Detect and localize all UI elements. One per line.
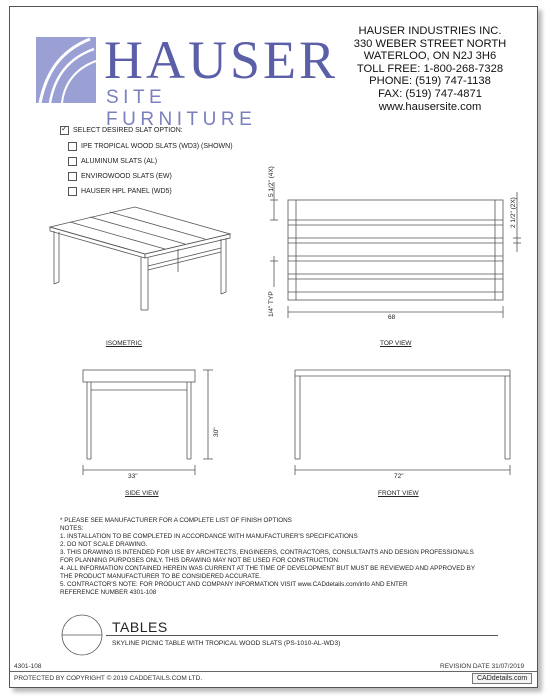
company-info — [330, 25, 530, 113]
logo-wordmark: HAUSER — [104, 30, 339, 90]
top-view-drawing — [260, 172, 530, 332]
company-fax: FAX: (519) 747-4871 — [378, 87, 482, 100]
slat-option-aluminum[interactable] — [68, 157, 157, 166]
title-block — [18, 611, 530, 659]
title-circle-icon — [60, 613, 104, 657]
notes-line: THE PRODUCT MANUFACTURER TO BE CONSIDERED ACCURATE. — [60, 573, 262, 580]
drawing-sheet — [9, 6, 538, 688]
slat-option-envirowood[interactable] — [68, 172, 172, 181]
company-toll-free: TOLL FREE: 1-800-268-7328 — [356, 62, 504, 75]
logo-tagline: SITE FURNITURE — [106, 87, 257, 130]
isometric-caption: ISOMETRIC — [106, 340, 143, 347]
top-view-slat-dim: 5 1/2" (4X) — [268, 166, 275, 197]
company-address-1: 330 WEBER STREET NORTH — [353, 37, 507, 50]
slat-options-header — [60, 126, 183, 135]
slat-option-ipe[interactable] — [68, 142, 233, 151]
logo-swoosh-icon — [36, 33, 98, 105]
slat-option-label: ENVIROWOOD SLATS (EW) — [81, 173, 172, 180]
title-divider — [106, 635, 498, 636]
slat-option-label: ALUMINUM SLATS (AL) — [81, 158, 158, 165]
notes-block — [60, 517, 475, 597]
side-view-caption: SIDE VIEW — [125, 490, 159, 497]
side-view-drawing — [65, 362, 225, 487]
notes-line[interactable]: 5. CONTRACTOR'S NOTE: FOR PRODUCT AND COMPANY INFORMATION VISIT www.CADdetails.com/info AND ENTER — [60, 581, 408, 588]
notes-line: 1. INSTALLATION TO BE COMPLETED IN ACCORDANCE WITH MANUFACTURER'S SPECIFICATIONS — [60, 533, 358, 540]
footer-copyright: PROTECTED BY COPYRIGHT © 2019 CADDETAILS.COM LTD. — [14, 675, 203, 682]
side-view-height-dim: 30" — [213, 427, 220, 437]
company-address-2: WATERLOO, ON N2J 3H6 — [363, 50, 497, 63]
footer-rule — [10, 671, 537, 672]
top-view-gap-dim: 1/4" TYP — [268, 291, 275, 317]
front-view-drawing — [280, 362, 530, 487]
header-checkbox-icon — [60, 126, 69, 135]
slat-option-hpl[interactable] — [68, 187, 172, 196]
company-phone: PHONE: (519) 747-1138 — [369, 75, 491, 88]
checkbox-icon[interactable] — [68, 157, 77, 166]
slat-option-label: HAUSER HPL PANEL (WD5) — [81, 188, 172, 195]
top-view-caption: TOP VIEW — [380, 340, 412, 347]
top-view-width-dim: 68 — [388, 314, 396, 321]
footer-ref: 4301-108 — [14, 663, 42, 670]
notes-line: 2. DO NOT SCALE DRAWING. — [60, 541, 148, 548]
slat-option-label: IPE TROPICAL WOOD SLATS (WD3) (SHOWN) — [81, 143, 233, 150]
drawing-subtitle: SKYLINE PICNIC TABLE WITH TROPICAL WOOD SLATS (PS-1010-AL-WD3) — [112, 640, 341, 647]
notes-heading: NOTES: — [60, 525, 84, 532]
checkbox-icon[interactable] — [68, 187, 77, 196]
isometric-drawing — [40, 202, 240, 317]
checkbox-icon[interactable] — [68, 142, 77, 151]
notes-finish-line: * PLEASE SEE MANUFACTURER FOR A COMPLETE LIST OF FINISH OPTIONS — [60, 517, 292, 524]
top-view-right-dim: 2 1/2" (2X) — [510, 197, 517, 228]
company-website[interactable]: www.hausersite.com — [378, 100, 482, 113]
slat-options-header-label: SELECT DESIRED SLAT OPTION: — [73, 127, 183, 134]
notes-line: 4. ALL INFORMATION CONTAINED HEREIN WAS CURRENT AT THE TIME OF DEVELOPMENT BUT MUST BE REVIEWED AND APPROVED BY — [60, 565, 476, 572]
footer-revision: REVISION DATE 31/07/2019 — [440, 663, 525, 670]
side-view-width-dim: 33" — [128, 473, 138, 480]
company-name: HAUSER INDUSTRIES INC. — [358, 25, 502, 37]
drawing-title: TABLES — [112, 619, 168, 635]
notes-line: FOR PLANNING PURPOSES ONLY. THIS DRAWING MAY NOT BE USED FOR CONSTRUCTION. — [60, 557, 340, 564]
front-view-caption: FRONT VIEW — [378, 490, 419, 497]
hauser-logo — [36, 30, 339, 130]
caddetails-logo[interactable]: CADdetails.com — [472, 673, 532, 684]
notes-line: 3. THIS DRAWING IS INTENDED FOR USE BY ARCHITECTS, ENGINEERS, CONTRACTORS, CONSULTANTS AND DESIGN PROFESSIONALS — [60, 549, 474, 556]
checkbox-icon[interactable] — [68, 172, 77, 181]
front-view-width-dim: 72" — [394, 473, 404, 480]
notes-line: REFERENCE NUMBER 4301-108 — [60, 589, 157, 596]
